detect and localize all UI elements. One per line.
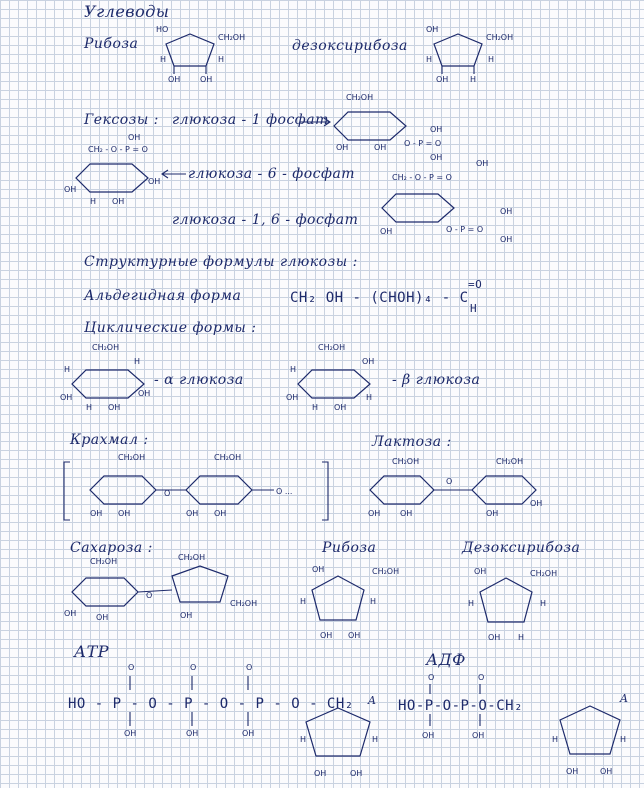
svg-text:H: H bbox=[552, 735, 559, 744]
svg-text:CH₂OH: CH₂OH bbox=[178, 553, 206, 562]
g16p-label: глюкоза - 1, 6 - фосфат bbox=[172, 212, 359, 228]
svg-text:H: H bbox=[134, 357, 141, 366]
svg-text:H: H bbox=[90, 197, 97, 206]
starch-chain bbox=[64, 453, 328, 520]
page-title: Углеводы bbox=[84, 2, 170, 21]
svg-text:OH: OH bbox=[90, 509, 103, 518]
adp-structure bbox=[422, 673, 629, 776]
svg-text:OH: OH bbox=[180, 611, 193, 620]
sucrose-chain bbox=[64, 553, 257, 622]
aldehyde-label: Альдегидная форма bbox=[84, 288, 242, 304]
svg-text:OH: OH bbox=[374, 143, 387, 152]
svg-text:O: O bbox=[478, 673, 485, 682]
svg-text:H: H bbox=[290, 365, 297, 374]
structural-title: Структурные формулы глюкозы : bbox=[84, 254, 358, 270]
svg-text:OH: OH bbox=[488, 633, 501, 642]
svg-text:CH₂OH: CH₂OH bbox=[392, 457, 420, 466]
atp-adenine: A bbox=[368, 694, 377, 707]
svg-text:OH: OH bbox=[600, 767, 613, 776]
svg-text:H: H bbox=[372, 735, 379, 744]
svg-text:OH: OH bbox=[108, 403, 121, 412]
svg-text:OH: OH bbox=[128, 133, 141, 142]
aldehyde-o: =O bbox=[468, 278, 483, 291]
svg-text:CH₂OH: CH₂OH bbox=[214, 453, 242, 462]
svg-text:OH: OH bbox=[500, 207, 513, 216]
svg-text:OH: OH bbox=[472, 731, 485, 740]
lactose-chain bbox=[368, 457, 542, 518]
svg-text:H: H bbox=[470, 75, 477, 84]
svg-text:OH: OH bbox=[124, 729, 137, 738]
svg-text:OH: OH bbox=[436, 75, 449, 84]
aldehyde-h: H bbox=[470, 302, 478, 315]
atp-label: АТР bbox=[74, 642, 110, 661]
svg-text:O: O bbox=[128, 663, 135, 672]
svg-text:O: O bbox=[446, 477, 453, 486]
svg-text:OH: OH bbox=[530, 499, 543, 508]
cyclic-label: Циклические формы : bbox=[84, 320, 257, 336]
svg-text:CH₂OH: CH₂OH bbox=[496, 457, 524, 466]
svg-text:OH: OH bbox=[430, 125, 443, 134]
svg-text:OH: OH bbox=[422, 731, 435, 740]
alpha-glucose-label: - α глюкоза bbox=[154, 372, 244, 388]
svg-text:O: O bbox=[190, 663, 197, 672]
svg-text:O - P = O: O - P = O bbox=[446, 225, 484, 234]
svg-text:H: H bbox=[312, 403, 319, 412]
svg-text:OH: OH bbox=[286, 393, 299, 402]
ribose-ring bbox=[156, 25, 245, 84]
svg-text:OH: OH bbox=[118, 509, 131, 518]
deoxyribose2-label: Дезоксирибоза bbox=[462, 540, 581, 556]
svg-text:OH: OH bbox=[500, 235, 513, 244]
g6p-ring bbox=[64, 133, 160, 206]
ribose2-label: Рибоза bbox=[322, 540, 377, 556]
adp-label: АДФ bbox=[426, 650, 466, 669]
svg-text:O ...: O ... bbox=[276, 487, 293, 496]
svg-text:OH: OH bbox=[486, 509, 499, 518]
arrows bbox=[162, 118, 330, 178]
svg-text:H: H bbox=[160, 55, 167, 64]
beta-glucose-ring bbox=[286, 343, 374, 412]
svg-text:OH: OH bbox=[334, 403, 347, 412]
svg-text:H: H bbox=[426, 55, 433, 64]
beta-glucose-label: - β глюкоза bbox=[392, 372, 481, 388]
deoxyribose-ring bbox=[426, 25, 513, 84]
svg-text:OH: OH bbox=[186, 729, 199, 738]
svg-text:H: H bbox=[64, 365, 71, 374]
svg-text:OH: OH bbox=[362, 357, 375, 366]
svg-text:OH: OH bbox=[336, 143, 349, 152]
svg-text:OH: OH bbox=[566, 767, 579, 776]
svg-text:O: O bbox=[146, 591, 153, 600]
svg-text:OH: OH bbox=[430, 153, 443, 162]
svg-text:OH: OH bbox=[348, 631, 361, 640]
ribose-label: Рибоза bbox=[84, 36, 139, 52]
g1p-ring bbox=[334, 93, 442, 162]
svg-text:OH: OH bbox=[186, 509, 199, 518]
svg-text:OH: OH bbox=[138, 389, 151, 398]
svg-text:OH: OH bbox=[64, 185, 77, 194]
svg-text:O: O bbox=[246, 663, 253, 672]
svg-text:OH: OH bbox=[314, 769, 327, 778]
svg-text:OH: OH bbox=[148, 177, 161, 186]
svg-text:H: H bbox=[300, 735, 307, 744]
g1p-label: глюкоза - 1 фосфат bbox=[172, 112, 329, 128]
svg-text:OH: OH bbox=[474, 567, 487, 576]
svg-text:H: H bbox=[370, 597, 377, 606]
g6p-label: глюкоза - 6 - фосфат bbox=[188, 166, 356, 182]
svg-text:H: H bbox=[300, 597, 307, 606]
alpha-glucose-ring bbox=[60, 343, 150, 412]
svg-text:H: H bbox=[488, 55, 495, 64]
svg-text:OH: OH bbox=[400, 509, 413, 518]
svg-text:CH₂OH: CH₂OH bbox=[372, 567, 400, 576]
sucrose-label: Сахароза : bbox=[70, 540, 153, 556]
deoxyribose-label: дезоксирибоза bbox=[292, 38, 408, 54]
svg-text:H: H bbox=[366, 393, 373, 402]
svg-text:OH: OH bbox=[350, 769, 363, 778]
atp-chain: HO - P - O - P - O - P - O - CH₂ bbox=[68, 696, 354, 712]
atp-structure bbox=[124, 663, 378, 778]
svg-text:OH: OH bbox=[64, 609, 77, 618]
svg-text:OH: OH bbox=[476, 159, 489, 168]
svg-text:OH: OH bbox=[214, 509, 227, 518]
svg-text:CH₂OH: CH₂OH bbox=[318, 343, 346, 352]
svg-text:OH: OH bbox=[242, 729, 255, 738]
svg-text:H: H bbox=[620, 735, 627, 744]
svg-text:CH₂OH: CH₂OH bbox=[346, 93, 374, 102]
svg-text:H: H bbox=[218, 55, 225, 64]
adp-adenine: A bbox=[620, 692, 629, 705]
g16p-ring bbox=[380, 159, 512, 244]
svg-text:OH: OH bbox=[168, 75, 181, 84]
svg-text:H: H bbox=[518, 633, 525, 642]
svg-text:OH: OH bbox=[312, 565, 325, 574]
svg-text:H: H bbox=[468, 599, 475, 608]
svg-text:CH₂OH: CH₂OH bbox=[486, 33, 514, 42]
svg-text:HO: HO bbox=[156, 25, 169, 34]
starch-label: Крахмал : bbox=[70, 432, 149, 448]
svg-text:O - P = O: O - P = O bbox=[404, 139, 442, 148]
svg-text:OH: OH bbox=[112, 197, 125, 206]
svg-text:O: O bbox=[428, 673, 435, 682]
svg-text:CH₂ - O - P = O: CH₂ - O - P = O bbox=[88, 145, 148, 154]
svg-text:H: H bbox=[540, 599, 547, 608]
svg-text:OH: OH bbox=[380, 227, 393, 236]
svg-text:OH: OH bbox=[368, 509, 381, 518]
lactose-label: Лактоза : bbox=[372, 434, 452, 450]
svg-text:OH: OH bbox=[426, 25, 439, 34]
svg-text:CH₂OH: CH₂OH bbox=[92, 343, 120, 352]
svg-text:CH₂OH: CH₂OH bbox=[90, 557, 118, 566]
ribose2-ring bbox=[300, 565, 399, 640]
svg-text:CH₂OH: CH₂OH bbox=[218, 33, 246, 42]
aldehyde-formula: CH₂ OH - (CHOH)₄ - C bbox=[290, 290, 469, 306]
svg-text:CH₂OH: CH₂OH bbox=[118, 453, 146, 462]
svg-text:O: O bbox=[164, 489, 171, 498]
svg-text:CH₂ - O - P = O: CH₂ - O - P = O bbox=[392, 173, 452, 182]
deoxyribose2-ring bbox=[468, 567, 557, 642]
hexoses-label: Гексозы : bbox=[84, 112, 159, 128]
svg-text:OH: OH bbox=[200, 75, 213, 84]
svg-text:OH: OH bbox=[60, 393, 73, 402]
adp-chain: HO-P-O-P-O-CH₂ bbox=[398, 698, 524, 714]
svg-text:CH₂OH: CH₂OH bbox=[530, 569, 558, 578]
svg-text:OH: OH bbox=[320, 631, 333, 640]
svg-text:CH₂OH: CH₂OH bbox=[230, 599, 258, 608]
svg-text:H: H bbox=[86, 403, 93, 412]
svg-text:OH: OH bbox=[96, 613, 109, 622]
